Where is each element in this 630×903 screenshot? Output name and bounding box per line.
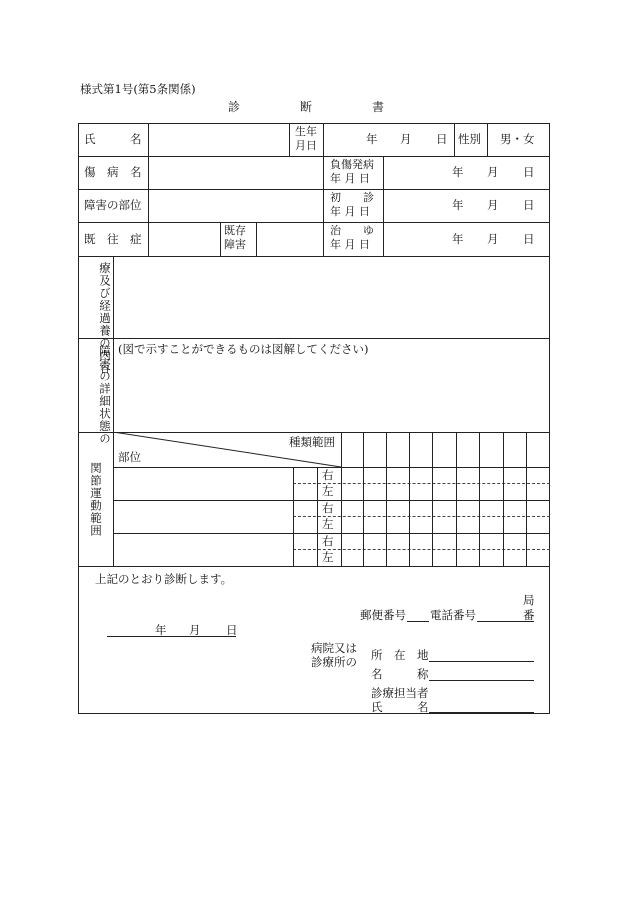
onset-label: 負傷発病	[330, 158, 374, 171]
sex-choice[interactable]: 男・女	[500, 132, 535, 146]
rom-site-label: 部位	[118, 450, 141, 464]
treatment-label: 療及び経過養の内容	[98, 262, 112, 375]
treatment-field[interactable]	[115, 258, 548, 336]
disease-field[interactable]	[150, 158, 321, 187]
rom-label: 関節運動範囲	[89, 462, 103, 537]
ban-label: 番	[523, 608, 535, 622]
rom-row1-left: 左	[322, 484, 334, 498]
rom-row1-right: 右	[322, 468, 334, 482]
site-label: 障害の部位	[84, 198, 142, 212]
birth-label: 生年	[295, 125, 317, 138]
rom-row3-right: 右	[322, 534, 334, 548]
name-field[interactable]	[150, 125, 287, 154]
first-visit-label: 初 診	[330, 191, 374, 204]
rom-row3-left: 左	[322, 550, 334, 564]
bureau-label: 局	[523, 593, 535, 607]
name-label: 氏 名	[84, 132, 142, 146]
existing-disability-label: 既存	[224, 224, 246, 237]
history-label: 既 往 症	[84, 232, 142, 246]
diagnosis-date-field[interactable]	[107, 636, 236, 637]
disease-label: 傷 病 名	[84, 165, 142, 179]
history-field[interactable]	[150, 224, 218, 254]
page: 様式第1号(第5条関係) 診 断 書 氏 名 生年 月日 年 月 日 性別 男・女 傷 病 名 負傷発病 年 月 日 年 月 日 障害の部位 初 診 年 月 日 年 月 日 既 往 症 既存 障害 治 ゆ 年 月 日 年 月 日 療及び経過養の内容 障害の詳細状態の (図で示すことができるものは図解してください) 関節運動範囲 種類範囲 部位 右 左 右 左 右 左 上記のとおり診断します。 局 郵便番号 電話番号 番 年 月 日 病院又は 診療所の 所 在 地 名 称 診療担当者 氏 名	[0, 0, 630, 903]
address-field[interactable]	[429, 661, 534, 662]
rom-site-field-2[interactable]	[115, 502, 291, 531]
facility-name-label: 名 称	[371, 667, 429, 681]
rom-row2-right: 右	[322, 501, 334, 515]
postal-field[interactable]	[407, 621, 429, 622]
rom-type-label: 種類範囲	[289, 435, 335, 449]
rom-row2-left: 左	[322, 517, 334, 531]
doctor-name-field[interactable]	[429, 712, 534, 713]
site-field[interactable]	[150, 191, 321, 220]
existing-disability-field[interactable]	[258, 224, 321, 254]
rom-site-field-1[interactable]	[115, 469, 291, 498]
document-title: 診 断 書	[228, 100, 385, 114]
condition-field[interactable]	[115, 358, 548, 430]
hospital-label: 病院又は	[311, 641, 357, 655]
facility-name-field[interactable]	[429, 680, 534, 681]
rom-site-field-3[interactable]	[115, 535, 291, 564]
address-label: 所 在 地	[371, 648, 429, 662]
condition-note: (図で示すことができるものは図解してください)	[118, 342, 369, 356]
form-code: 様式第1号(第5条関係)	[80, 82, 196, 96]
doctor-label: 診療担当者	[371, 686, 429, 700]
sex-label: 性別	[458, 132, 481, 146]
cure-date-label: 治 ゆ	[330, 224, 374, 237]
statement: 上記のとおり診断します。	[95, 572, 233, 586]
postal-label: 郵便番号	[360, 608, 406, 622]
birth-date-field[interactable]	[325, 125, 452, 154]
condition-label: 障害の詳細状態の	[98, 345, 112, 445]
phone-label: 電話番号	[430, 608, 476, 622]
